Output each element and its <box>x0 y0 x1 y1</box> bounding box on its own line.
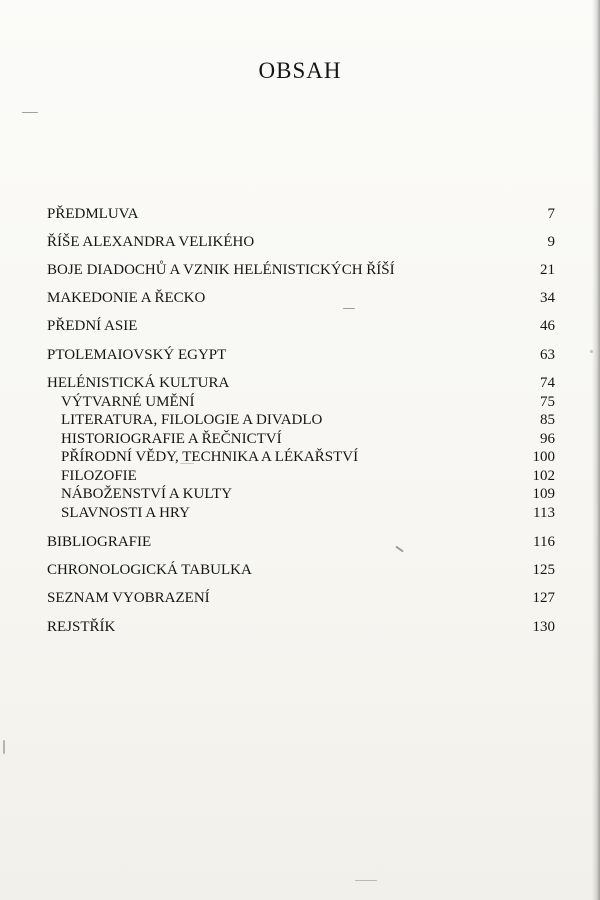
toc-entry-predni-asie <box>47 317 555 336</box>
toc-subentry-prirodni-vedy <box>47 448 555 467</box>
toc-entry-page: 46 <box>540 318 555 334</box>
toc-entry-page: 96 <box>540 431 555 447</box>
toc-entry-rise-alexandra <box>47 233 555 252</box>
scan-speck <box>355 880 377 881</box>
page-title: OBSAH <box>258 58 342 83</box>
toc-entry-bibliografie <box>47 533 555 552</box>
toc-subentry-umeni <box>47 393 555 412</box>
toc-entry-label: VÝTVARNÉ UMĚNÍ <box>61 394 195 410</box>
toc-entry-seznam-vyobrazeni <box>47 589 555 608</box>
toc-entry-egypt <box>47 346 555 365</box>
toc-entry-kultura <box>47 374 555 393</box>
toc-entry-label: BIBLIOGRAFIE <box>47 534 152 550</box>
toc-entry-label: FILOZOFIE <box>61 468 137 484</box>
toc-entry-page: 109 <box>532 486 555 502</box>
toc-entry-label: ŘÍŠE ALEXANDRA VELIKÉHO <box>47 234 255 250</box>
toc-entry-page: 127 <box>532 590 555 606</box>
toc-entry-page: 116 <box>533 534 555 550</box>
toc-entry-page: 102 <box>532 468 555 484</box>
toc-entry-label: PŘÍRODNÍ VĚDY, TECHNIKA A LÉKAŘSTVÍ <box>61 449 359 465</box>
toc-entry-page: 113 <box>533 505 555 521</box>
scan-speck <box>180 463 194 464</box>
toc-entry-label: MAKEDONIE A ŘECKO <box>47 290 206 306</box>
toc-entry-page: 100 <box>532 449 555 465</box>
toc-entry-page: 74 <box>540 375 555 391</box>
toc-entry-label: HISTORIOGRAFIE A ŘEČNICTVÍ <box>61 431 282 447</box>
toc-entry-page: 34 <box>540 290 555 306</box>
toc-subentry-literatura <box>47 411 555 430</box>
toc-entry-label: CHRONOLOGICKÁ TABULKA <box>47 562 252 578</box>
scan-speck <box>343 308 355 309</box>
toc-entry-page: 130 <box>532 619 555 635</box>
toc-subentry-filozofie <box>47 467 555 486</box>
toc-entry-label: REJSTŘÍK <box>47 619 116 635</box>
scan-speck <box>22 112 38 113</box>
toc-entry-label: PŘEDNÍ ASIE <box>47 318 138 334</box>
toc-entry-label: PŘEDMLUVA <box>47 206 139 222</box>
scan-speck <box>3 740 5 754</box>
toc-entry-page: 9 <box>547 234 555 250</box>
toc-entry-label: SEZNAM VYOBRAZENÍ <box>47 590 210 606</box>
toc-entry-label: HELÉNISTICKÁ KULTURA <box>47 375 230 391</box>
toc-entry-page: 7 <box>547 206 555 222</box>
toc-entry-page: 125 <box>532 562 555 578</box>
toc-entry-rejstrik <box>47 618 555 637</box>
toc-subentry-slavnosti <box>47 504 555 523</box>
toc-subentry-historiografie <box>47 430 555 449</box>
toc-entry-page: 63 <box>540 347 555 363</box>
toc-entry-predmluva <box>47 205 555 224</box>
page-edge-shadow <box>592 0 600 900</box>
toc-entry-page: 21 <box>540 262 555 278</box>
toc-entry-boje-diadochu <box>47 261 555 280</box>
toc-entry-label: BOJE DIADOCHŮ A VZNIK HELÉNISTICKÝCH ŘÍŠÍ <box>47 262 395 278</box>
toc-entry-chronologicka-tabulka <box>47 561 555 580</box>
toc-entry-page: 85 <box>540 412 555 428</box>
toc-subentry-nabozenstvi <box>47 485 555 504</box>
toc-entry-label: PTOLEMAIOVSKÝ EGYPT <box>47 347 227 363</box>
toc-entry-label: SLAVNOSTI A HRY <box>61 505 190 521</box>
toc-entry-label: LITERATURA, FILOLOGIE A DIVADLO <box>61 412 323 428</box>
toc-entry-label: NÁBOŽENSTVÍ A KULTY <box>61 486 233 502</box>
toc-entry-makedonie <box>47 289 555 308</box>
toc-entry-page: 75 <box>540 394 555 410</box>
